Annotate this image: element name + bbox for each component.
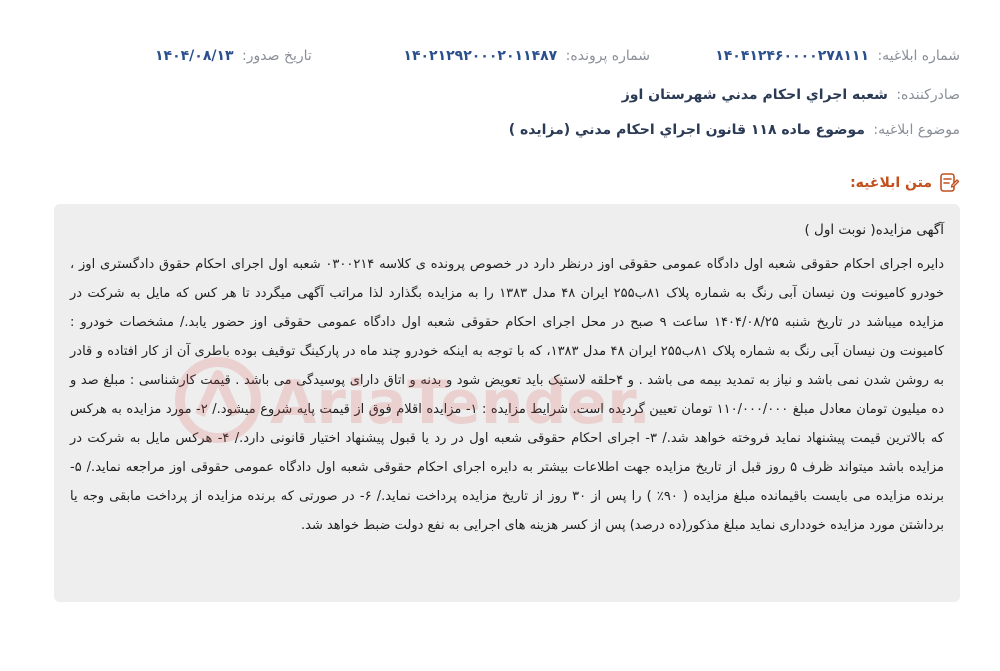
notice-text-label: متن ابلاغیه:: [850, 175, 932, 191]
notice-heading: آگهی مزایده( نوبت اول ): [804, 222, 944, 238]
notice-body-text: دایره اجرای احکام حقوقی شعبه اول دادگاه عمومی حقوقی اوز درنظر دارد در خصوص پرونده ی کلاسه ۰۳۰۰۲۱۴ شعبه اول اجرای احکام حقوق دادگستری اوز ، خودرو کامیونت ون نیسان آبی رنگ به شماره پلاک ۸۱ب۲۵۵ ایران ۴۸ مدل ۱۳۸۳ را به مزایده بگذارد لذا مراتب آگهی میگردد تا هر کس که مایل به شرکت در مزایده میباشد در تاریخ شنبه ۱۴۰۴/۰۸/۲۵ ساعت ۹ صبح در محل اجرای احکام حقوقی شعبه اول دادگاه عمومی حقوقی اوز حضور یابد./ مشخصات خودرو : کامیونت ون نیسان آبی رنگ به شماره پلاک ۸۱ب۲۵۵ ایران ۴۸ مدل ۱۳۸۳، که با توجه به اینکه خودرو چند ماه در پارکینگ توقیف بوده باطری آن از کار افتاده و قادر به روشن شدن نمی باشد و نیاز به تمدید بیمه می باشد . و ۴حلقه لاستیک باید تعویض شود و بدنه و اتاق دارای پوسیدگی می باشد . قیمت کارشناسی : مبلغ صد و ده میلیون تومان معادل مبلغ ۱۱۰/۰۰۰/۰۰۰ تومان تعیین گردیده است. شرایط مزایده : ۱- مزایده اقلام فوق از قیمت پایه شروع میشود./ ۲- مورد مزایده به هرکس که بالاترین قیمت پیشنهاد نماید فروخته خواهد شد./ ۳- اجرای احکام حقوقی شعبه اول در رد یا قبول پیشنهاد اختیار قانونی دارد./ ۴- هرکس مایل به شرکت در مزایده باشد میتواند ظرف ۵ روز قبل از تاریخ مزایده جهت اطلاعات بیشتر به دایره اجرای احکام حقوقی شعبه اول دادگاه عمومی حقوقی اوز مراجعه نماید./ ۵- برنده مزایده می بایست باقیمانده مبلغ مزایده ( ۹۰٪ ) را پس از ۳۰ روز از تاریخ مزایده پرداخت نماید./ ۶- در صورتی که برنده مزایده از پرداخت مابقی وجه یا برداشتن مورد مزایده خودداری نماید مبلغ مذکور(ده درصد) پس از کسر هزینه های اجرایی به نفع دولت ضبط خواهد شد.: [70, 257, 945, 533]
issue-date-label: تاریخ صدور:: [242, 48, 312, 64]
subject-row: [509, 122, 960, 138]
issuer-value: شعبه اجراي احکام مدني شهرستان اوز: [621, 87, 888, 103]
issuer-row: [622, 87, 960, 103]
case-number: [403, 48, 650, 64]
issue-date: [155, 48, 312, 64]
subject-label: موضوع ابلاغیه:: [873, 122, 960, 138]
subject-value: موضوع ماده ۱۱۸ قانون اجراي احکام مدني (مزايده ): [508, 122, 865, 138]
notice-content-box: [54, 204, 960, 602]
document-edit-icon: [938, 172, 960, 194]
issuer-label: صادرکننده:: [896, 87, 960, 103]
notice-number: [715, 48, 960, 64]
notice-text-section-title: [850, 172, 960, 194]
issue-date-value: ۱۴۰۴/۰۸/۱۳: [155, 48, 234, 64]
case-number-label: شماره پرونده:: [565, 48, 650, 64]
case-number-value: ۱۴۰۲۱۲۹۲۰۰۰۲۰۱۱۴۸۷: [403, 48, 558, 64]
notice-meta-row: [40, 48, 960, 70]
notice-number-value: ۱۴۰۴۱۲۴۶۰۰۰۰۲۷۸۱۱۱: [715, 48, 869, 64]
notice-number-label: شماره ابلاغیه:: [877, 48, 960, 64]
